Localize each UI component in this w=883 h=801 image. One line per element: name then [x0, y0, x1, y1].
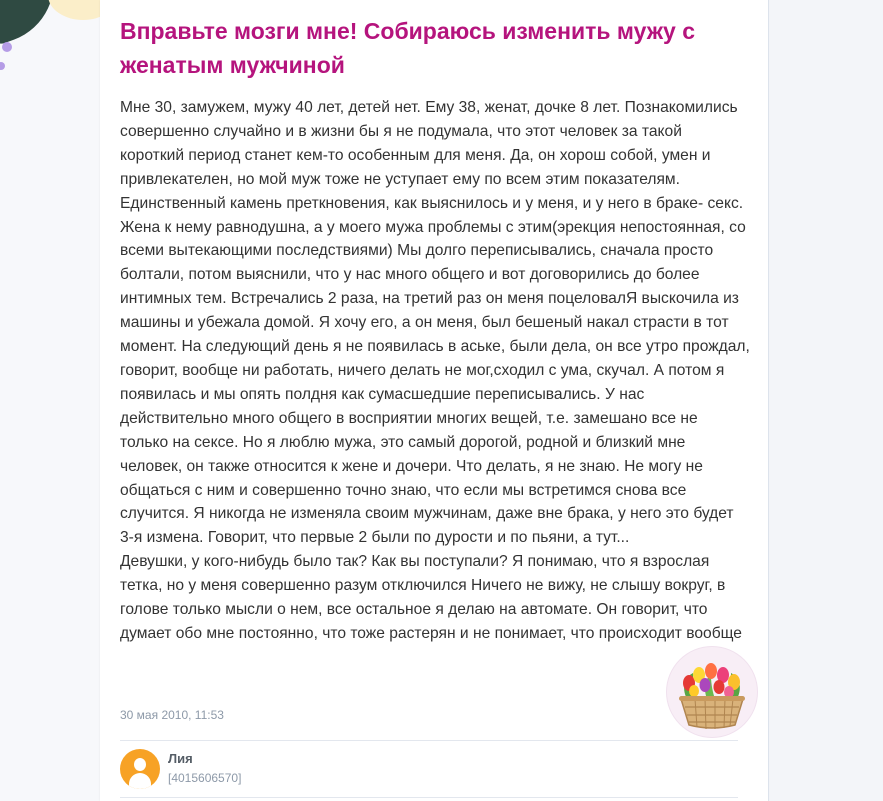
divider [120, 797, 738, 798]
post-title[interactable]: Вправьте мозги мне! Собираюсь изменить мужу с женатым мужчиной [120, 18, 695, 78]
author-id: [4015606570] [168, 771, 242, 785]
page-background-left [0, 0, 100, 801]
user-avatar-icon[interactable] [120, 749, 160, 789]
post-date: 30 мая 2010, 11:53 [120, 708, 224, 722]
divider [120, 740, 738, 741]
flower-basket-icon[interactable] [667, 647, 757, 737]
dot-decoration-icon [0, 62, 5, 70]
dot-decoration-icon [2, 42, 12, 52]
column-divider [768, 0, 769, 801]
post-body: Мне 30, замужем, мужу 40 лет, детей нет. Ему 38, женат, дочке 8 лет. Познакомились совершенно случайно и в жизни бы я не подумала, что этот человек за такой короткий период станет кем-то особенным для меня. Да, он хорош собой, умен и привлекателен, но мой муж тоже не уступает ему по всем этим показателям. Единственный камень преткновения, как выяснилось и у меня, и у него в браке- секс. Жена к нему равнодушна, а у моего мужа проблемы с этим(эрекция непостоянная, со всеми вытекающими последствиями) Мы долго переписывались, сначала просто болтали, потом выяснили, что у нас много общего и вот договорились до более интимных тем. Встречались 2 раза, на третий раз он меня поцеловалЯ выскочила из машины и убежала домой. Я хочу его, а он меня, был бешеный накал страсти в тот момент. На следующий день я не появилась в аське, были дела, он все утро прождал, говорит, вообще ни работать, ничего делать не мог,сходил с ума, скучал. А потом я появилась и мы опять полдня как сумасшедшие переписывались. У нас действительно много общего в восприятии многих вещей, т.е. замешано все не только на сексе. Но я люблю мужа, это самый дорогой, родной и близкий мне человек, он также относится к жене и дочери. Что делать, я не знаю. Не могу не общаться с ним и совершенно точно знаю, что если мы встретимся снова все случится. Я никогда не изменяла своим мужчинам, даже вне брака, у него это будет 3-я измена. Говорит, что первые 2 были по дурости и по пьяни, а тут... Девушки, у кого-нибудь было так? Как вы поступали? Я понимаю, что я взрослая тетка, но у меня совершенно разум отключился Ничего не вижу, не слышу вокруг, в голове только мысли о нем, все остальное я делаю на автомате. Он говорит, что думает обо мне постоянно, что тоже растерян и не понимает, что происходит вообще [120, 99, 750, 642]
author-name[interactable]: Лия [168, 751, 193, 766]
